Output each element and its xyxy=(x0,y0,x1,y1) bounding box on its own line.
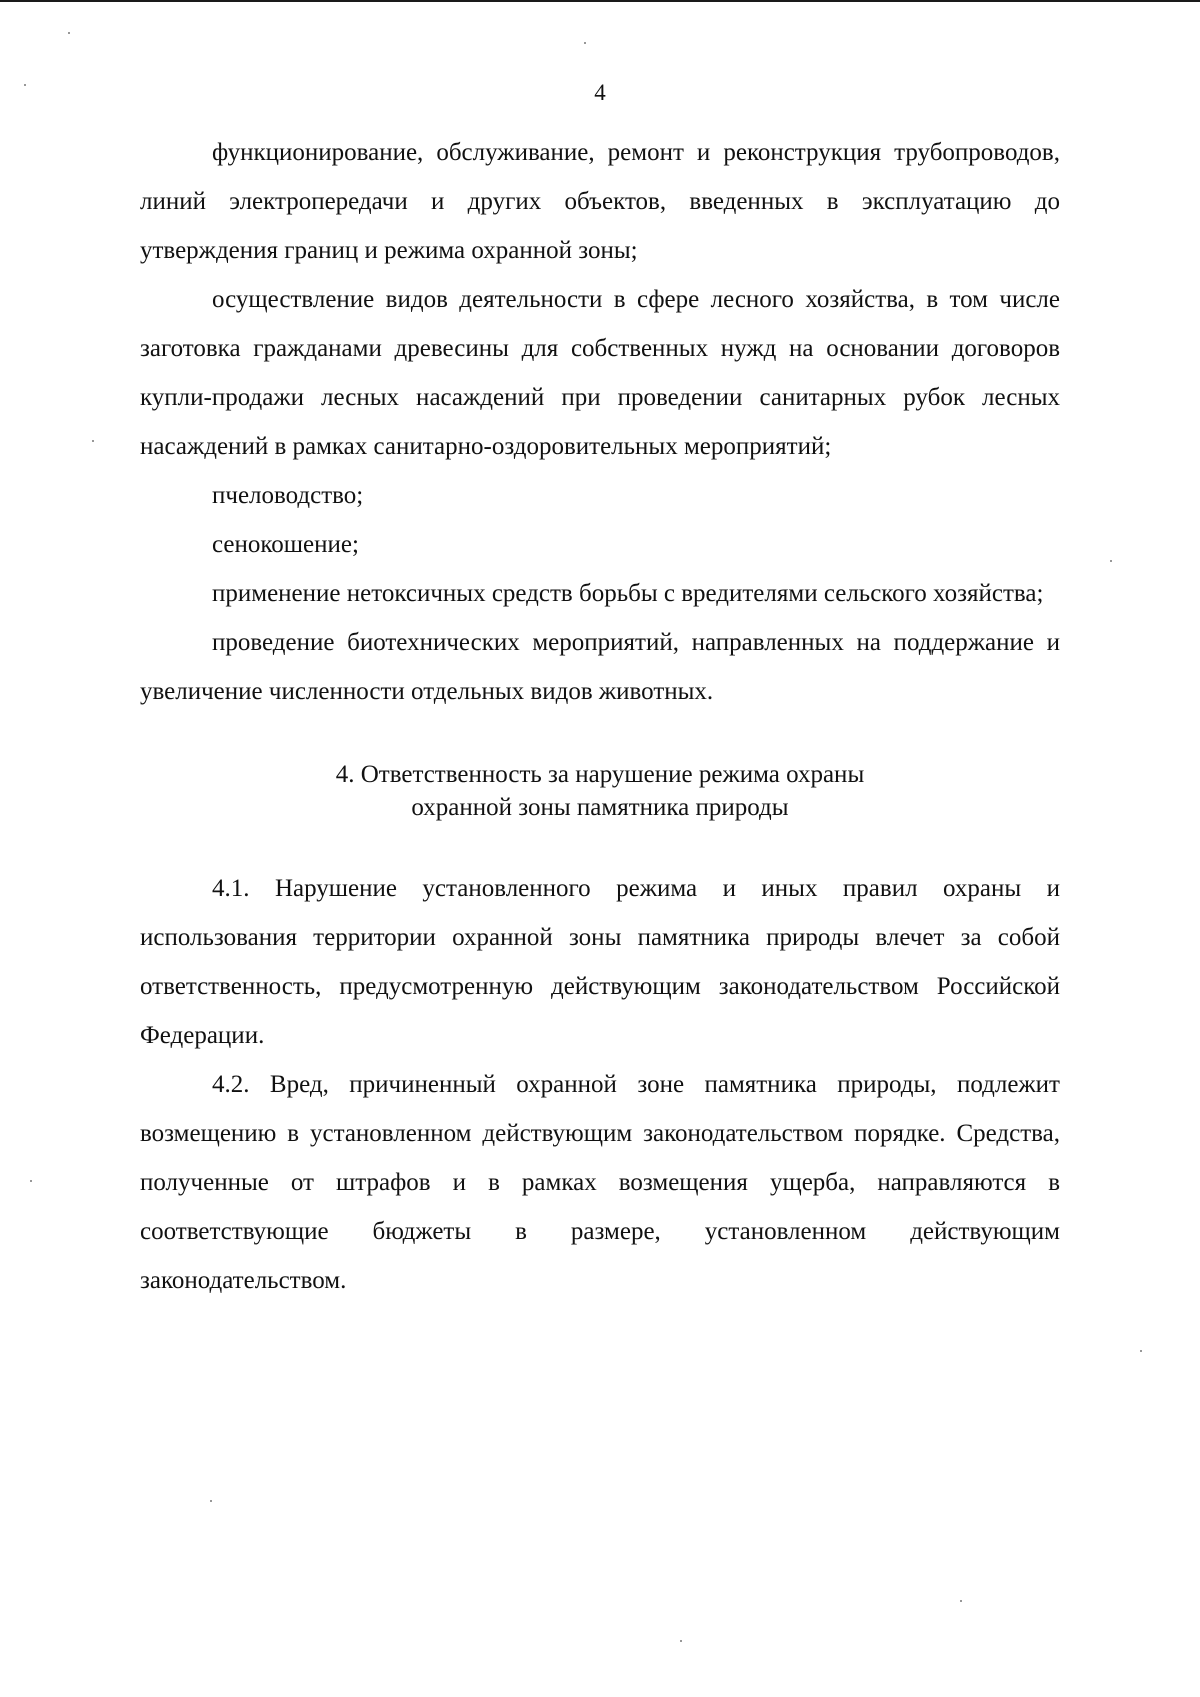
paragraph-list-item: проведение биотехнических мероприятий, направленных на поддержание и увеличение численности отдельных видов животных. xyxy=(140,629,1060,705)
page-top-border xyxy=(0,0,1200,2)
section-heading xyxy=(140,758,1060,824)
scan-speck xyxy=(30,1180,32,1182)
scan-speck xyxy=(24,84,26,86)
paragraph-list-item: функционирование, обслуживание, ремонт и реконструкция трубопроводов, линий электропередачи и других объектов, введенных в эксплуатацию до утверждения границ и режима охранной зоны; xyxy=(140,139,1060,264)
section-heading-line-1: 4. Ответственность за нарушение режима охраны xyxy=(335,761,865,788)
paragraph-list-item: пчеловодство; xyxy=(212,482,364,509)
paragraph-clause-4-1: 4.1. Нарушение установленного режима и иных правил охраны и использования территории охранной зоны памятника природы влечет за собой ответственность, предусмотренную действующим законодательством Российской Федерации. xyxy=(140,875,1060,1049)
page-number: 4 xyxy=(594,80,606,105)
section-heading-line-2: охранной зоны памятника природы xyxy=(411,794,789,821)
paragraph-list-item: сенокошение; xyxy=(212,531,359,558)
scan-speck xyxy=(960,1600,962,1602)
scan-speck xyxy=(92,440,94,442)
scan-speck xyxy=(68,32,70,34)
scan-speck xyxy=(1140,1350,1142,1352)
scan-speck xyxy=(584,42,586,44)
paragraph-list-item: применение нетоксичных средств борьбы с вредителями сельского хозяйства; xyxy=(212,580,1044,607)
paragraph-clause-4-2: 4.2. Вред, причиненный охранной зоне памятника природы, подлежит возмещению в установленном действующим законодательством порядке. Средства, полученные от штрафов и в рамках возмещения ущерба, направляются в соответствующие бюджеты в размере, установленном действующим законодательством. xyxy=(140,1071,1060,1294)
scan-speck xyxy=(680,1640,682,1642)
document-body xyxy=(140,128,1060,1305)
paragraph-list-item: осуществление видов деятельности в сфере лесного хозяйства, в том числе заготовка гражданами древесины для собственных нужд на основании договоров купли-продажи лесных насаждений при проведении санитарных рубок лесных насаждений в рамках санитарно-оздоровительных мероприятий; xyxy=(140,286,1060,460)
scan-speck xyxy=(210,1500,212,1502)
scan-speck xyxy=(1110,560,1112,562)
